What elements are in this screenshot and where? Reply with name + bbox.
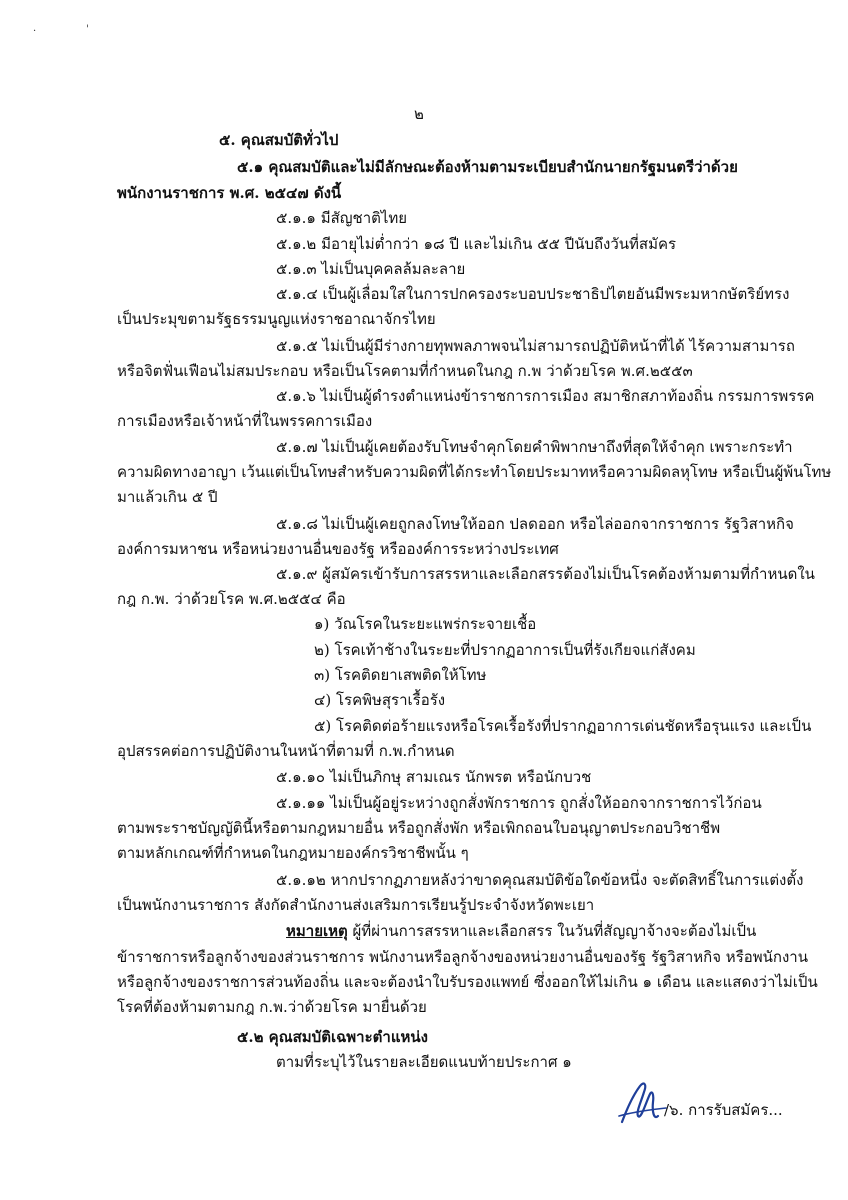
disease-5-cont: อุปสรรคต่อการปฏิบัติงานในหน้าที่ตามที่ ก.พ.กำหนด: [117, 742, 455, 760]
note-line-4: โรคที่ต้องห้ามตามกฎ ก.พ.ว่าด้วยโรค มายื่นด้วย: [117, 998, 427, 1016]
section-5-2-text: ตามที่ระบุไว้ในรายละเอียดแนบท้ายประกาศ ๑: [276, 1053, 572, 1071]
item-5-1-4: ๕.๑.๔ เป็นผู้เลื่อมใสในการปกครองระบอบประชาธิปไตยอันมีพระมหากษัตริย์ทรง: [276, 285, 790, 303]
item-5-1-11-cont: ตามพระราชบัญญัตินี้หรือตามกฎหมายอื่น หรือถูกสั่งพัก หรือเพิกถอนใบอนุญาตประกอบวิชาชีพ: [117, 819, 721, 837]
item-5-1-7: ๕.๑.๗ ไม่เป็นผู้เคยต้องรับโทษจำคุกโดยคำพิพากษาถึงที่สุดให้จำคุก เพราะกระทำ: [276, 438, 793, 456]
item-5-1-8-cont: องค์การมหาชน หรือหน่วยงานอื่นของรัฐ หรือองค์การระหว่างประเทศ: [117, 540, 559, 558]
item-5-1-11: ๕.๑.๑๑ ไม่เป็นผู้อยู่ระหว่างถูกสั่งพักราชการ ถูกสั่งให้ออกจากราชการไว้ก่อน: [276, 794, 762, 812]
section-5-1-heading: ๕.๑ คุณสมบัติและไม่มีลักษณะต้องห้ามตามระเบียบสำนักนายกรัฐมนตรีว่าด้วย: [237, 158, 738, 176]
item-5-1-3: ๕.๑.๓ ไม่เป็นบุคคลล้มละลาย: [276, 260, 466, 278]
note-line-1: [286, 921, 756, 941]
section-5-heading: ๕. คุณสมบัติทั่วไป: [219, 131, 339, 149]
note-line-2: ข้าราชการหรือลูกจ้างของส่วนราชการ พนักงานหรือลูกจ้างของหน่วยงานอื่นของรัฐ รัฐวิสาหกิจ หรือพนักงาน: [117, 948, 808, 966]
section-5-1-heading-cont: พนักงานราชการ พ.ศ. ๒๕๔๗ ดังนี้: [117, 184, 342, 202]
item-5-1-12-cont: เป็นพนักงานราชการ สังกัดสำนักงานส่งเสริมการเรียนรู้ประจำจังหวัดพะเยา: [117, 896, 595, 914]
item-5-1-4-cont: เป็นประมุขตามรัฐธรรมนูญแห่งราชอาณาจักรไทย: [117, 310, 436, 328]
item-5-1-5: ๕.๑.๕ ไม่เป็นผู้มีร่างกายทุพพลภาพจนไม่สามารถปฏิบัติหน้าที่ได้ ไร้ความสามารถ: [276, 337, 795, 355]
disease-5: ๕) โรคติดต่อร้ายแรงหรือโรคเรื้อรังที่ปรากฏอาการเด่นชัดหรือรุนแรง และเป็น: [314, 717, 812, 735]
item-5-1-8: ๕.๑.๘ ไม่เป็นผู้เคยถูกลงโทษให้ออก ปลดออก หรือไล่ออกจากราชการ รัฐวิสาหกิจ: [276, 515, 794, 533]
note-text: ผู้ที่ผ่านการสรรหาและเลือกสรร ในวันที่สัญญาจ้างจะต้องไม่เป็น: [347, 922, 757, 940]
disease-2: ๒) โรคเท้าช้างในระยะที่ปรากฏอาการเป็นที่รังเกียจแก่สังคม: [314, 641, 696, 659]
item-5-1-9: ๕.๑.๙ ผู้สมัครเข้ารับการสรรหาและเลือกสรรต้องไม่เป็นโรคต้องห้ามตามที่กำหนดใน: [276, 565, 815, 583]
item-5-1-1: ๕.๑.๑ มีสัญชาติไทย: [276, 209, 408, 227]
note-line-3: หรือลูกจ้างของราชการส่วนท้องถิ่น และจะต้องนำใบรับรองแพทย์ ซึ่งออกให้ไม่เกิน ๑ เดือน และแสดงว่าไม่เป็น: [117, 973, 818, 991]
item-5-1-7-cont2: มาแล้วเกิน ๕ ปี: [117, 488, 218, 506]
item-5-1-5-cont: หรือจิตฟั่นเฟือนไม่สมประกอบ หรือเป็นโรคตามที่กำหนดในกฎ ก.พ ว่าด้วยโรค พ.ศ.๒๕๕๓: [117, 362, 693, 380]
item-5-1-6: ๕.๑.๖ ไม่เป็นผู้ดำรงตำแหน่งข้าราชการการเมือง สมาชิกสภาท้องถิ่น กรรมการพรรค: [276, 387, 815, 405]
disease-1: ๑) วัณโรคในระยะแพร่กระจายเชื้อ: [314, 615, 537, 633]
note-label: หมายเหตุ: [286, 922, 348, 940]
continuation-footer: /๖. การรับสมัคร...: [664, 1101, 783, 1119]
scan-speck: ·: [33, 26, 37, 37]
item-5-1-7-cont: ความผิดทางอาญา เว้นแต่เป็นโทษสำหรับความผิดที่ได้กระทำโดยประมาทหรือความผิดลหุโทษ หรือเป็นผู้พ้นโทษ: [117, 463, 832, 481]
item-5-1-11-cont2: ตามหลักเกณฑ์ที่กำหนดในกฎหมายองค์กรวิชาชีพนั้น ๆ: [117, 844, 469, 862]
scan-speck: ': [86, 24, 89, 35]
item-5-1-12: ๕.๑.๑๒ หากปรากฏภายหลังว่าขาดคุณสมบัติข้อใดข้อหนึ่ง จะตัดสิทธิ์ในการแต่งตั้ง: [276, 871, 804, 889]
item-5-1-6-cont: การเมืองหรือเจ้าหน้าที่ในพรรคการเมือง: [117, 412, 373, 430]
item-5-1-10: ๕.๑.๑๐ ไม่เป็นภิกษุ สามเณร นักพรต หรือนักบวช: [276, 768, 592, 786]
item-5-1-9-cont: กฎ ก.พ. ว่าด้วยโรค พ.ศ.๒๕๕๔ คือ: [117, 590, 346, 608]
disease-3: ๓) โรคติดยาเสพติดให้โทษ: [314, 666, 487, 684]
page-number: ๒: [414, 105, 424, 123]
section-5-2-heading: ๕.๒ คุณสมบัติเฉพาะตำแหน่ง: [237, 1028, 428, 1046]
disease-4: ๔) โรคพิษสุราเรื้อรัง: [314, 691, 446, 709]
item-5-1-2: ๕.๑.๒ มีอายุไม่ต่ำกว่า ๑๘ ปี และไม่เกิน ๕๕ ปีนับถึงวันที่สมัคร: [276, 235, 677, 253]
